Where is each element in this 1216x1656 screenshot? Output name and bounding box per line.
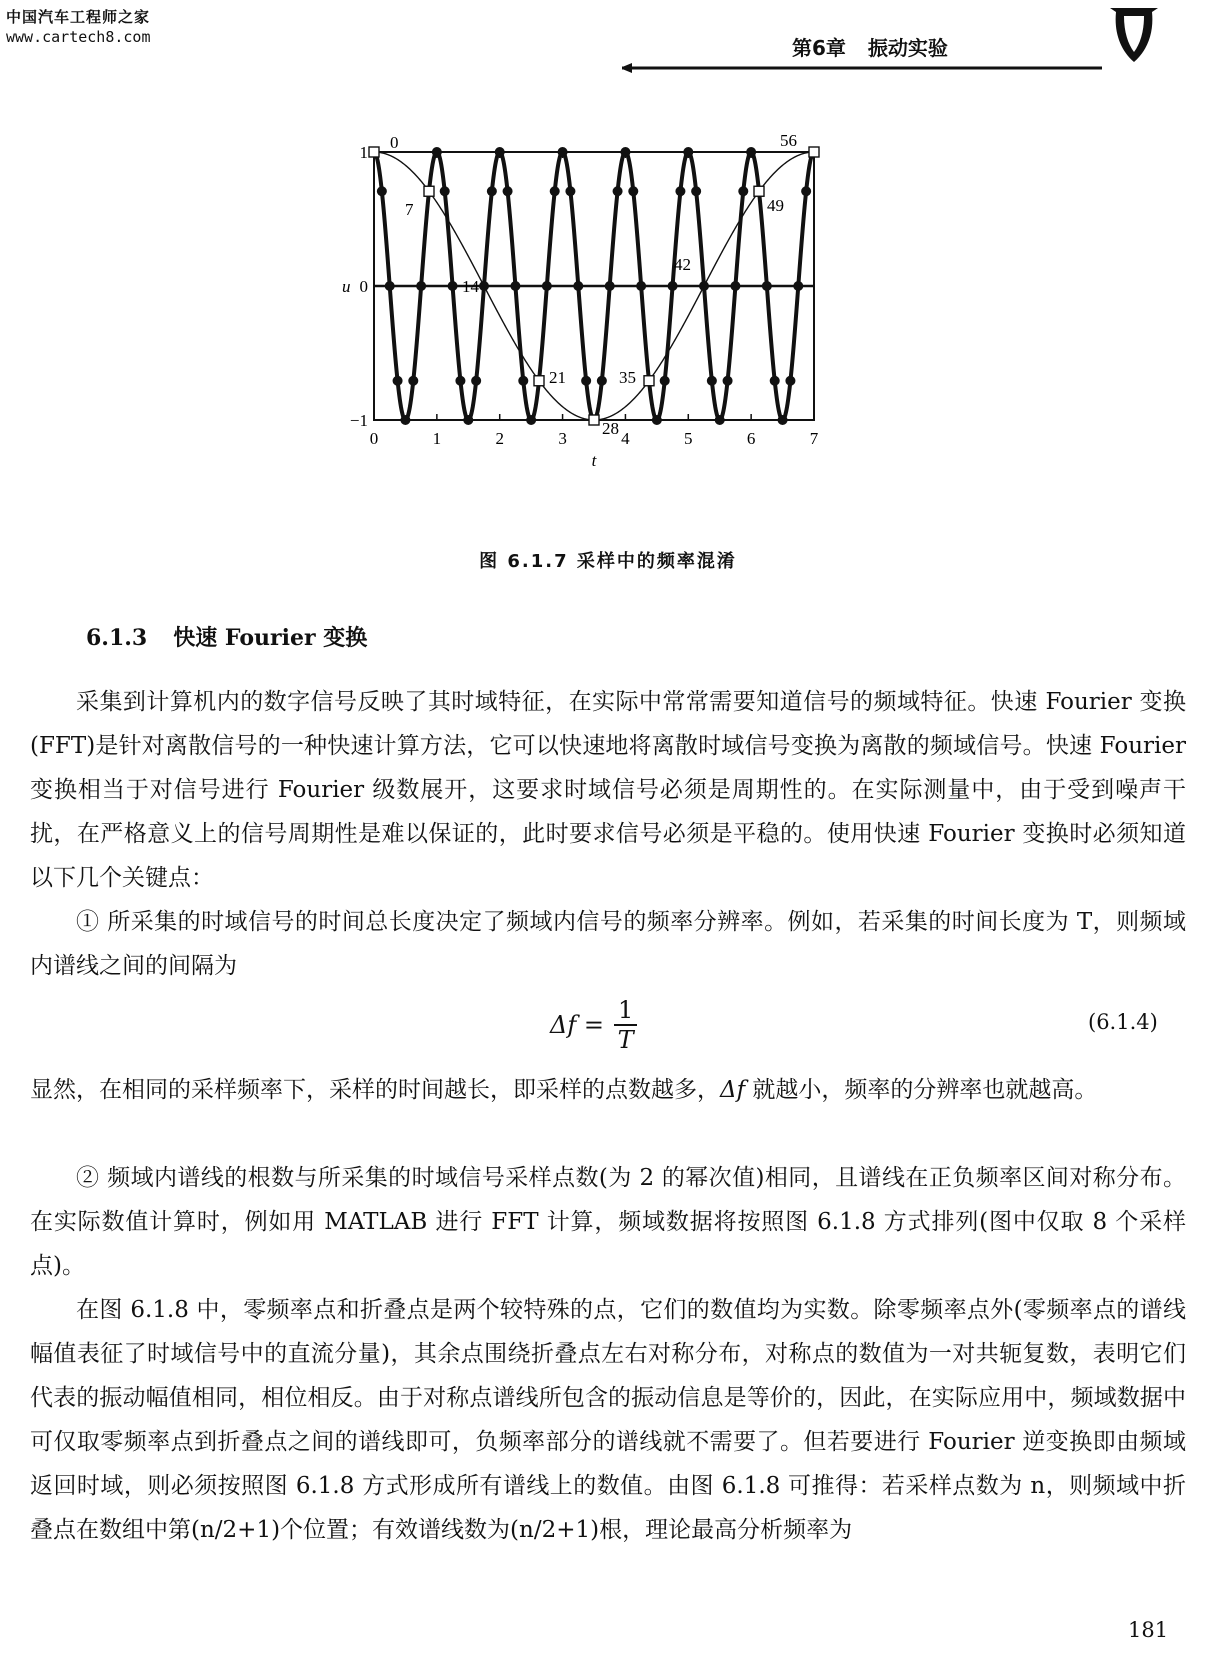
paragraph-text: 在图 6.1.8 中，零频率点和折叠点是两个较特殊的点，它们的数值均为实数。除零频率点外(零频率点的谱线幅值表征了时域信号中的直流分量)，其余点围绕折叠点左右对称分布，对称点的数值为一对共轭复数，表明它们代表的振动幅值相同，相位相反。由于对称点谱线所包含的振动信息是等价的，因此，在实际应用中，频域数据中可仅取零频率点到折叠点之间的谱线即可，负频率部分的谱线就不需要了。但若要进行 Fourier 逆变换即由频域返回时域，则必须按照图 6.1.8 方式形成所有谱线上的数值。由图 6.1.8 可推得：若采样点数为 n，则频域中折叠点在数组中第(n/2+1)个位置；有效谱线数为(n/2+1)根，理论最高分析频率为 — [30, 1297, 1186, 1543]
x-tick-label: 1 — [432, 429, 442, 448]
equation-lhs: Δf = — [550, 1011, 604, 1039]
body-paragraph — [30, 680, 1186, 900]
x-tick-label: 4 — [621, 429, 630, 448]
inline-math: Δf — [720, 1077, 746, 1103]
sample-point — [770, 376, 780, 386]
sample-point — [565, 186, 575, 196]
sample-point — [620, 147, 630, 157]
equation-fraction — [614, 996, 637, 1054]
sample-point — [691, 186, 701, 196]
sample-point — [432, 147, 442, 157]
x-tick-label: 6 — [746, 429, 756, 448]
sample-index-label: 21 — [549, 367, 566, 387]
sample-point — [660, 376, 670, 386]
sample-point — [628, 186, 638, 196]
paragraph-text-part: 就越小，频率的分辨率也就越高。 — [745, 1077, 1098, 1103]
sample-point — [487, 186, 497, 196]
paragraph-text — [30, 1068, 1186, 1112]
sample-point — [471, 376, 481, 386]
chapter-emblem-icon — [1108, 2, 1160, 64]
equation-number: (6.1.4) — [1088, 1010, 1158, 1034]
sample-point — [510, 281, 520, 291]
aliased-sample-point — [589, 415, 599, 425]
sample-point — [613, 186, 623, 196]
sample-point — [746, 147, 756, 157]
sample-point — [416, 281, 426, 291]
x-tick-label: 7 — [809, 429, 819, 448]
sample-point — [455, 376, 465, 386]
aliased-sample-point — [534, 376, 544, 386]
aliased-sample-point — [369, 147, 379, 157]
sample-point — [581, 376, 591, 386]
sample-point — [495, 147, 505, 157]
sample-point — [550, 186, 560, 196]
sample-point — [597, 376, 607, 386]
sample-index-label: 7 — [405, 200, 414, 220]
sample-point — [683, 147, 693, 157]
sample-point — [408, 376, 418, 386]
sample-point — [377, 186, 387, 196]
sample-point — [518, 376, 528, 386]
aliased-sample-point — [424, 186, 434, 196]
section-heading — [86, 621, 367, 652]
paragraph-text: 采集到计算机内的数字信号反映了其时域特征，在实际中常常需要知道信号的频域特征。快速 Fourier 变换(FFT)是针对离散信号的一种快速计算方法，它可以快速地将离散时域信号变换为离散的频域信号。快速 Fourier 变换相当于对信号进行 Fourier 级数展开，这要求时域信号必须是周期性的。在实际测量中，由于受到噪声干扰，在严格意义上的信号周期性是难以保证的，此时要求信号必须是平稳的。使用快速 Fourier 变换时必须知道以下几个关键点： — [30, 689, 1186, 891]
page-number: 181 — [1128, 1618, 1169, 1642]
sample-point — [793, 281, 803, 291]
aliased-sample-point — [754, 186, 764, 196]
aliasing-figure — [340, 130, 840, 490]
sample-point — [393, 376, 403, 386]
figure-caption: 图 6.1.7 采样中的频率混淆 — [479, 551, 737, 572]
sample-point — [440, 186, 450, 196]
sample-index-label: 28 — [602, 419, 619, 438]
sample-point — [636, 281, 646, 291]
sample-point — [573, 281, 583, 291]
x-tick-label: 2 — [495, 429, 504, 448]
sample-point — [668, 281, 678, 291]
x-axis-label: t — [591, 451, 597, 470]
sample-point — [526, 415, 536, 425]
section-title: 快速 Fourier 变换 — [173, 625, 368, 651]
x-tick-label: 0 — [369, 429, 379, 448]
sample-point — [723, 376, 733, 386]
sample-point — [785, 376, 795, 386]
watermark-url: www.cartech8.com — [6, 28, 151, 46]
sample-point — [730, 281, 740, 291]
chapter-title: 振动实验 — [867, 36, 948, 60]
sample-point — [801, 186, 811, 196]
y-tick-label: 1 — [359, 143, 368, 162]
chapter-number: 第6章 — [792, 36, 846, 60]
x-tick-label: 3 — [558, 429, 567, 448]
sample-point — [707, 376, 717, 386]
sample-point — [542, 281, 552, 291]
sample-point — [652, 415, 662, 425]
watermark-site-name: 中国汽车工程师之家 — [6, 8, 151, 26]
sample-point — [738, 186, 748, 196]
equation-denominator: T — [617, 1026, 634, 1054]
sample-point — [675, 186, 685, 196]
aliased-sample-point — [644, 376, 654, 386]
x-tick-label: 5 — [684, 429, 693, 448]
sample-index-label: 14 — [462, 277, 479, 296]
header-rule — [622, 0, 1122, 80]
body-paragraph — [30, 1156, 1186, 1288]
equation-numerator: 1 — [614, 996, 637, 1026]
sample-index-label: 42 — [674, 255, 691, 274]
y-tick-label: 0 — [359, 277, 368, 296]
body-paragraph — [30, 1288, 1186, 1552]
sample-point — [605, 281, 615, 291]
sample-index-label: 56 — [780, 131, 797, 150]
sample-point — [762, 281, 772, 291]
sample-point — [715, 415, 725, 425]
body-paragraph — [30, 900, 1186, 988]
sample-point — [463, 415, 473, 425]
equation — [550, 996, 637, 1054]
sample-point — [778, 415, 788, 425]
paragraph-text: ① 所采集的时域信号的时间总长度决定了频域内信号的频率分辨率。例如，若采集的时间长度为 T，则频域内谱线之间的间隔为 — [30, 909, 1186, 979]
y-axis-label: u — [342, 277, 351, 296]
sample-index-label: 35 — [619, 367, 636, 387]
section-number: 6.1.3 — [86, 625, 148, 651]
y-tick-label: −1 — [349, 411, 368, 430]
paragraph-text-part: 显然，在相同的采样频率下，采样的时间越长，即采样的点数越多， — [30, 1077, 720, 1103]
sample-point — [503, 186, 513, 196]
body-paragraph — [30, 1068, 1186, 1112]
sample-index-label: 0 — [390, 133, 399, 152]
sample-point — [448, 281, 458, 291]
sample-index-label: 49 — [767, 196, 784, 216]
paragraph-text: ② 频域内谱线的根数与所采集的时域信号采样点数(为 2 的幂次值)相同，且谱线在正负频率区间对称分布。在实际数值计算时，例如用 MATLAB 进行 FFT 计算，频域数据将按照图 6.1.8 方式排列(图中仅取 8 个采样点)。 — [30, 1165, 1186, 1279]
sample-point — [400, 415, 410, 425]
sample-point — [558, 147, 568, 157]
aliased-sample-point — [809, 147, 819, 157]
sample-point — [385, 281, 395, 291]
